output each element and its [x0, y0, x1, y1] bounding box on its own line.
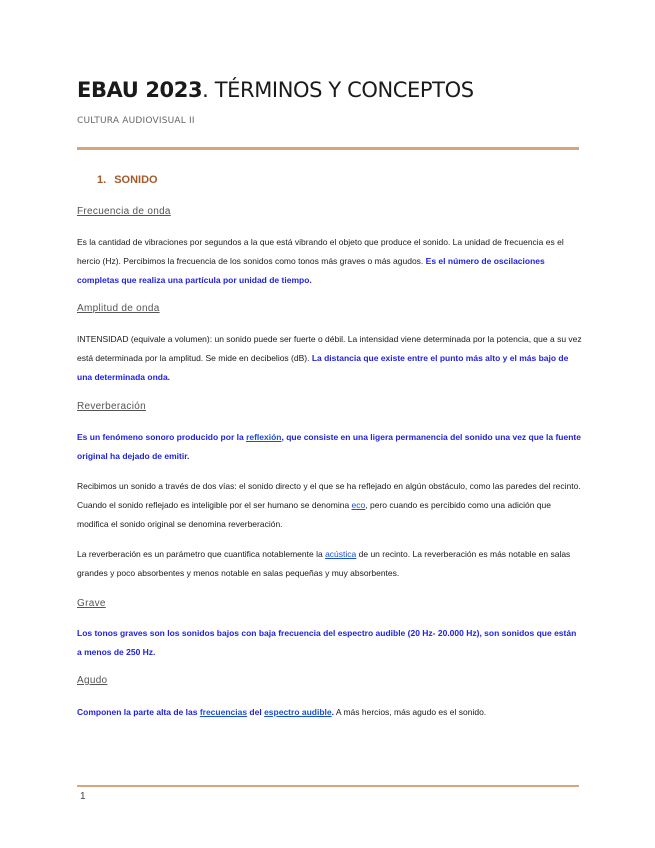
title-bold: EBAU 2023 — [77, 78, 203, 102]
link-eco[interactable]: eco — [351, 500, 366, 510]
term-heading-amplitud: Amplitud de onda — [77, 303, 160, 314]
definition-highlight — [77, 432, 581, 461]
definition-highlight — [77, 707, 334, 717]
link-espectro-audible[interactable]: espectro audible — [264, 707, 332, 717]
link-acustica[interactable]: acústica — [325, 549, 357, 559]
body-text: de un recinto. La reverberación es más notable en salas grandes y poco absorbentes y menos notable en salas pequeñas y muy absorbentes. — [77, 549, 571, 578]
term-body-frecuencia — [77, 233, 582, 290]
header-rule — [77, 147, 579, 150]
link-frecuencias[interactable]: frecuencias — [199, 707, 248, 717]
body-text: INTENSIDAD (equivale a volumen): un sonido puede ser fuerte o débil. La intensidad viene determinada por la potencia, que a su vez está determinada por la amplitud. Se mide en decibelios (dB). — [77, 334, 582, 363]
term-heading-agudo: Agudo — [77, 675, 108, 686]
term-heading-reverberacion: Reverberación — [77, 401, 146, 412]
section-number: 1. — [97, 174, 107, 186]
highlight-text: Es un fenómeno sonoro producido por la — [77, 432, 247, 442]
definition-highlight: La distancia que existe entre el punto más alto y el más bajo de una determinada onda. — [77, 353, 569, 382]
term-heading-grave: Grave — [77, 598, 106, 609]
highlight-text: Componen la parte alta de las — [77, 707, 200, 717]
section-title: SONIDO — [114, 174, 158, 186]
body-text: , pero cuando es percibido como una adición que modifica el sonido original se denomina reverberación. — [77, 500, 551, 529]
section-heading — [97, 174, 158, 186]
body-text: Recibimos un sonido a través de dos vías: el sonido directo y el que se ha reflejado en algún obstáculo, como las paredes del recinto. Cuando el sonido reflejado es inteligible por el ser humano se denomina — [77, 481, 581, 510]
term-heading-frecuencia: Frecuencia de onda — [77, 206, 171, 217]
definition-highlight: Es el número de oscilaciones completas que realiza una partícula por unidad de tiempo. — [77, 256, 545, 285]
footer-rule — [77, 785, 579, 787]
highlight-text: del — [247, 707, 265, 717]
definition-highlight: Los tonos graves son los sonidos bajos con baja frecuencia del espectro audible (20 Hz- 20.000 Hz), son sonidos que están a menos de 250 Hz. — [77, 628, 577, 657]
highlight-text: . — [331, 707, 335, 717]
link-reflexion[interactable]: reflexión — [246, 432, 282, 442]
highlight-text: , que consiste en una ligera permanencia del sonido una vez que la fuente original ha dejado de emitir. — [77, 432, 581, 461]
term-body-reverberacion-2 — [77, 477, 582, 534]
term-body-reverberacion-3 — [77, 545, 582, 583]
title-rest: . TÉRMINOS Y CONCEPTOS — [202, 78, 474, 102]
document-title — [77, 78, 474, 102]
body-text: La reverberación es un parámetro que cuantifica notablemente la — [77, 549, 326, 559]
document-subtitle: CULTURA AUDIOVISUAL II — [77, 116, 195, 126]
term-body-grave — [77, 624, 582, 662]
term-body-agudo — [77, 703, 582, 722]
term-body-reverberacion-1 — [77, 428, 582, 466]
body-text: Es la cantidad de vibraciones por segundos a la que está vibrando el objeto que produce el sonido. La unidad de frecuencia es el hercio (Hz). Percibimos la frecuencia de los sonidos como tonos más graves o más agudos. — [77, 237, 564, 266]
body-text: A más hercios, más agudo es el sonido. — [334, 707, 487, 717]
term-body-amplitud — [77, 330, 582, 387]
page-number: 1 — [80, 791, 86, 802]
